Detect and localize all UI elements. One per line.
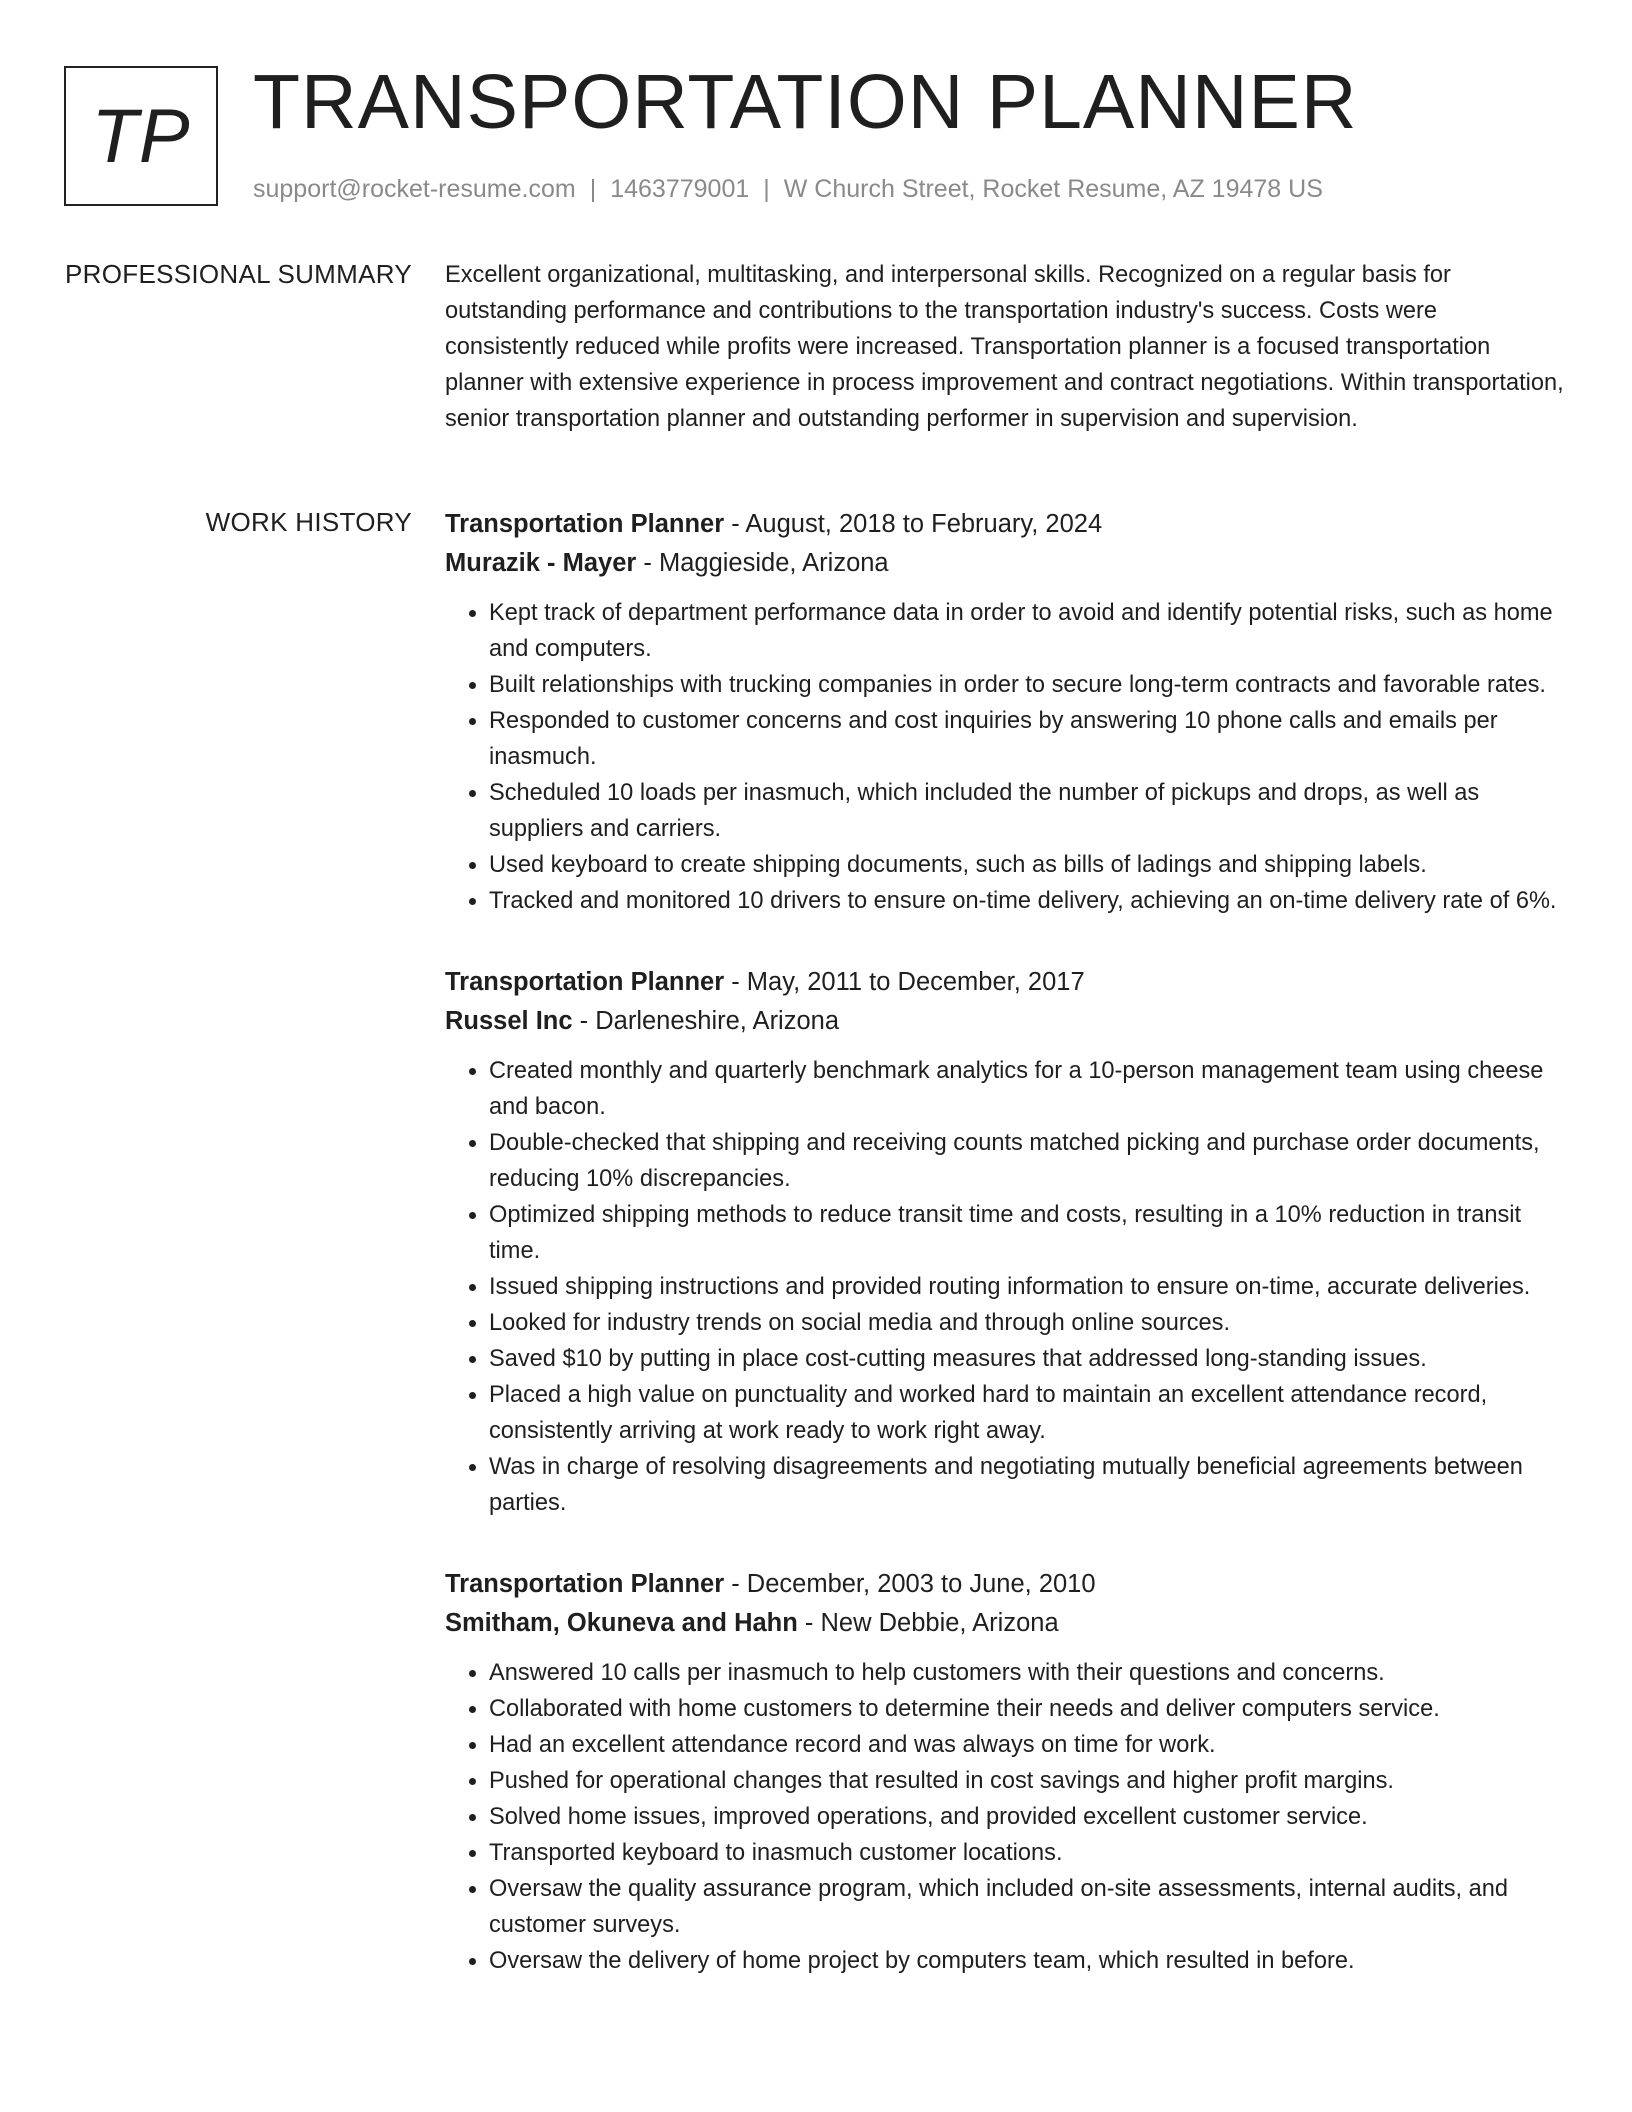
summary-body	[445, 257, 1565, 437]
list-item: • Issued shipping instructions and provided routing information to ensure on-time, accurate deliveries.	[489, 1269, 1565, 1305]
list-item: • Optimized shipping methods to reduce transit time and costs, resulting in a 10% reduction in transit time.	[489, 1197, 1565, 1269]
contact-phone: 1463779001	[610, 175, 750, 203]
job-dates: - May, 2011 to December, 2017	[724, 968, 1085, 996]
list-item: • Oversaw the quality assurance program, which included on-site assessments, internal audits, and customer surveys.	[489, 1871, 1565, 1943]
monogram-badge	[64, 66, 218, 206]
job-bullets	[445, 595, 1565, 919]
list-item: • Pushed for operational changes that resulted in cost savings and higher profit margins.	[489, 1763, 1565, 1799]
job-company: Smitham, Okuneva and Hahn	[445, 1609, 798, 1637]
contact-address: W Church Street, Rocket Resume, AZ 19478 US	[783, 175, 1323, 203]
list-item: • Scheduled 10 loads per inasmuch, which included the number of pickups and drops, as well as suppliers and carriers.	[489, 775, 1565, 847]
list-item: • Transported keyboard to inasmuch customer locations.	[489, 1835, 1565, 1871]
list-item: • Created monthly and quarterly benchmark analytics for a 10-person management team using cheese and bacon.	[489, 1053, 1565, 1125]
list-item: • Solved home issues, improved operations, and provided excellent customer service.	[489, 1799, 1565, 1835]
list-item: • Double-checked that shipping and receiving counts matched picking and purchase order documents, reducing 10% discrepancies.	[489, 1125, 1565, 1197]
job-location: - Maggieside, Arizona	[636, 549, 889, 577]
job-location: - Darleneshire, Arizona	[572, 1007, 840, 1035]
job-company-line	[445, 544, 1565, 583]
list-item: • Used keyboard to create shipping documents, such as bills of ladings and shipping labels.	[489, 847, 1565, 883]
job-bullets	[445, 1655, 1565, 1979]
contact-line	[253, 175, 1323, 204]
list-item: • Had an excellent attendance record and was always on time for work.	[489, 1727, 1565, 1763]
job-title-line	[445, 505, 1565, 544]
list-item: • Kept track of department performance data in order to avoid and identify potential risks, such as home and computers.	[489, 595, 1565, 667]
job-company: Murazik - Mayer	[445, 549, 637, 577]
job-title-line	[445, 963, 1565, 1002]
contact-separator: |	[763, 175, 770, 203]
list-item: • Built relationships with trucking companies in order to secure long-term contracts and favorable rates.	[489, 667, 1565, 703]
job-company-line	[445, 1002, 1565, 1041]
list-item: • Oversaw the delivery of home project by computers team, which resulted in before.	[489, 1943, 1565, 1979]
job-company-line	[445, 1604, 1565, 1643]
summary-text: Excellent organizational, multitasking, and interpersonal skills. Recognized on a regular basis for outstanding performance and contributions to the transportation industry's success. Costs were consistently reduced while profits were increased. Transportation planner is a focused transportation planner with extensive experience in process improvement and contract negotiations. Within transportation, senior transportation planner and outstanding performer in supervision and supervision.	[445, 262, 1564, 432]
list-item: • Saved $10 by putting in place cost-cutting measures that addressed long-standing issues.	[489, 1341, 1565, 1377]
monogram-initials: TP	[91, 93, 191, 179]
list-item: • Tracked and monitored 10 drivers to ensure on-time delivery, achieving an on-time delivery rate of 6%.	[489, 883, 1565, 919]
list-item: • Collaborated with home customers to determine their needs and deliver computers service.	[489, 1691, 1565, 1727]
job-title: Transportation Planner	[445, 510, 725, 538]
resume-name: TRANSPORTATION PLANNER	[253, 59, 1358, 145]
job-entry	[445, 963, 1565, 1521]
list-item: • Responded to customer concerns and cost inquiries by answering 10 phone calls and emails per inasmuch.	[489, 703, 1565, 775]
job-company: Russel Inc	[445, 1007, 573, 1035]
job-dates: - December, 2003 to June, 2010	[724, 1570, 1096, 1598]
list-item: • Answered 10 calls per inasmuch to help customers with their questions and concerns.	[489, 1655, 1565, 1691]
list-item: • Looked for industry trends on social media and through online sources.	[489, 1305, 1565, 1341]
job-title: Transportation Planner	[445, 968, 725, 996]
contact-email: support@rocket-resume.com	[253, 175, 576, 203]
job-dates: - August, 2018 to February, 2024	[724, 510, 1103, 538]
work-history-heading: WORK HISTORY	[205, 507, 412, 537]
list-item: • Was in charge of resolving disagreements and negotiating mutually beneficial agreements between parties.	[489, 1449, 1565, 1521]
job-entry	[445, 505, 1565, 919]
work-history-body	[445, 505, 1565, 2023]
job-entry	[445, 1565, 1565, 1979]
job-title-line	[445, 1565, 1565, 1604]
job-title: Transportation Planner	[445, 1570, 725, 1598]
job-bullets	[445, 1053, 1565, 1521]
job-location: - New Debbie, Arizona	[797, 1609, 1059, 1637]
contact-separator: |	[589, 175, 597, 203]
summary-heading: PROFESSIONAL SUMMARY	[65, 259, 412, 289]
list-item: • Placed a high value on punctuality and worked hard to maintain an excellent attendance record, consistently arriving at work ready to work right away.	[489, 1377, 1565, 1449]
